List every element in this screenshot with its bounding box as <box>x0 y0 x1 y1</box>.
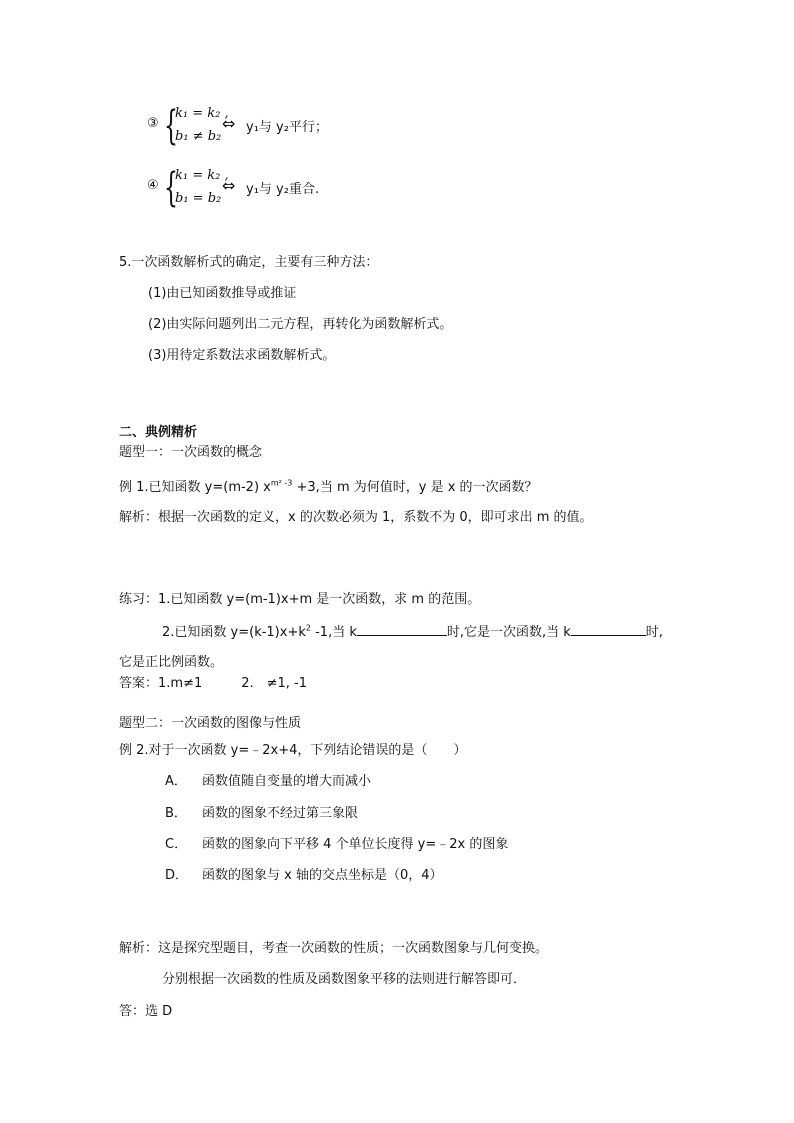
option-c <box>165 833 508 852</box>
condition-number: ③ <box>147 116 159 131</box>
condition-result: y₁与 y₂重合. <box>246 182 320 197</box>
option-text: 函数的图象与 x 轴的交点坐标是（0，4） <box>202 868 443 883</box>
answer-blank-1 <box>357 623 447 636</box>
condition-line-1: k₁ = k₂ , <box>175 168 229 183</box>
answer-blank-2 <box>571 623 646 636</box>
condition-number: ④ <box>147 178 159 193</box>
exercise-2-text-d: 时, <box>645 625 663 640</box>
left-brace: { <box>164 103 178 149</box>
option-label: B． <box>165 806 187 821</box>
condition-line-2: b₁ = b₂ <box>175 191 222 206</box>
option-d <box>165 864 443 883</box>
option-a <box>165 770 371 789</box>
condition-result: y₁与 y₂平行； <box>246 120 328 135</box>
answer-1: 答案：1.m≠1 2. ≠1, -1 <box>119 676 308 691</box>
exercise-1: 练习：1.已知函数 y=(m-1)x+m 是一次函数，求 m 的范围。 <box>119 592 481 607</box>
option-text: 函数值随自变量的增大而减小 <box>202 774 372 789</box>
equivalence-arrow: ⇔ <box>222 114 236 133</box>
example-1-text: 例 1.已知函数 y=(m-2) x <box>119 480 271 495</box>
condition-3 <box>147 104 407 150</box>
exponent: 2 <box>305 623 311 633</box>
exercise-2-continued: 它是正比例函数。 <box>119 655 224 670</box>
section-5-heading: 5.一次函数解析式的确定，主要有三种方法： <box>119 255 379 270</box>
analysis-1: 解析：根据一次函数的定义，x 的次数必须为 1，系数不为 0，即可求出 m 的值。 <box>119 510 593 525</box>
type-1-title: 题型一：一次函数的概念 <box>119 445 263 460</box>
method-item-3: (3)用待定系数法求函数解析式。 <box>148 348 336 363</box>
left-brace: { <box>164 165 178 211</box>
exercise-2 <box>162 621 663 640</box>
equivalence-arrow: ⇔ <box>222 176 236 195</box>
section-title: 二、典例精析 <box>119 425 198 440</box>
example-2: 例 2.对于一次函数 y=﹣2x+4，下列结论错误的是（ ） <box>119 743 467 758</box>
exponent: m² -3 <box>270 478 293 488</box>
method-item-2: (2)由实际问题列出二元方程，再转化为函数解析式。 <box>148 317 453 332</box>
example-1-text-cont: +3,当 m 为何值时，y 是 x 的一次函数？ <box>292 480 538 495</box>
option-text: 函数的图象向下平移 4 个单位长度得 y=﹣2x 的图象 <box>202 837 509 852</box>
analysis-2-continued: 分别根据一次函数的性质及函数图象平移的法则进行解答即可． <box>162 972 527 987</box>
example-1 <box>119 476 538 495</box>
type-2-title: 题型二：一次函数的图像与性质 <box>119 716 302 731</box>
option-label: D． <box>165 868 189 883</box>
exercise-2-text-b: -1,当 k <box>310 625 357 640</box>
condition-line-2: b₁ ≠ b₂ <box>175 129 222 144</box>
option-text: 函数的图象不经过第三象限 <box>202 806 359 821</box>
exercise-2-text-c: 时,它是一次函数,当 k <box>446 625 571 640</box>
analysis-2: 解析：这是探究型题目，考查一次函数的性质；一次函数图象与几何变换。 <box>119 941 549 956</box>
option-label: A． <box>165 774 187 789</box>
option-b <box>165 802 358 821</box>
method-item-1: (1)由已知函数推导或推证 <box>148 286 297 301</box>
exercise-2-text: 2.已知函数 y=(k-1)x+k <box>162 625 306 640</box>
option-label: C． <box>165 837 188 852</box>
condition-line-1: k₁ = k₂ , <box>175 106 229 121</box>
answer-2: 答：选 D <box>119 1004 173 1019</box>
condition-4 <box>147 166 407 212</box>
